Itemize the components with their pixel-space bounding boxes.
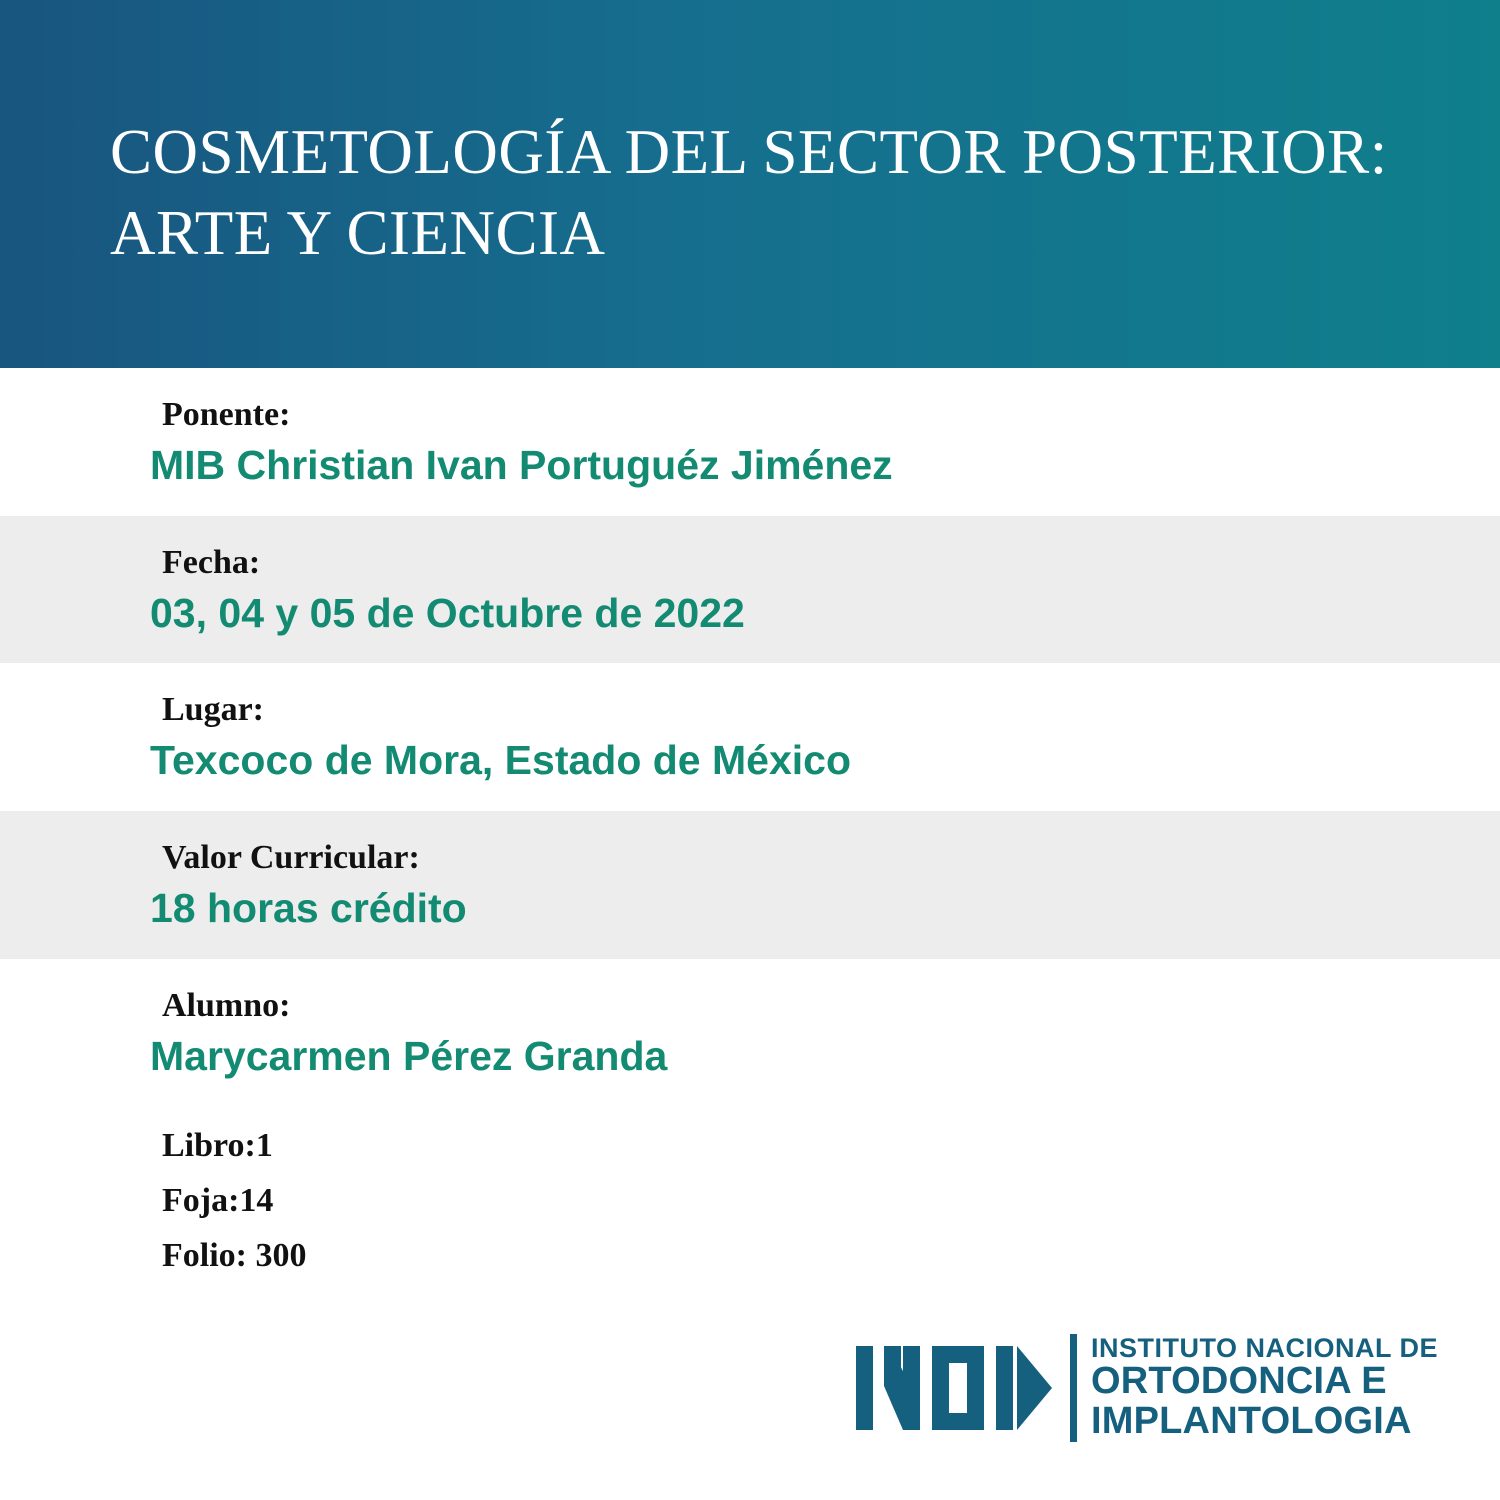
- field-row-alumno: [0, 959, 1500, 1107]
- logo-line-1: INSTITUTO NACIONAL DE: [1090, 1332, 1438, 1363]
- field-value-alumno: Marycarmen Pérez Granda: [150, 1032, 668, 1079]
- field-row-ponente: [0, 368, 1500, 516]
- field-value-fecha: 03, 04 y 05 de Octubre de 2022: [150, 589, 745, 636]
- inoi-logo-icon: [854, 1342, 1054, 1434]
- field-row-valor-curricular: [0, 811, 1500, 959]
- registry-libro: Libro:1: [162, 1127, 273, 1164]
- institution-logo: [854, 1334, 1438, 1442]
- page-title: COSMETOLOGÍA DEL SECTOR POSTERIOR: ARTE Y CIENCIA: [110, 117, 1388, 268]
- field-label-ponente: Ponente:: [162, 396, 291, 433]
- field-label-lugar: Lugar:: [162, 691, 264, 729]
- registry-foja: Foja:14: [162, 1182, 274, 1220]
- fields-list: [0, 368, 1500, 1106]
- field-label-alumno: Alumno:: [162, 986, 291, 1024]
- registry-block: [162, 1118, 306, 1283]
- logo-wordmark: [1070, 1334, 1438, 1442]
- field-row-fecha: [0, 516, 1500, 664]
- field-label-fecha: Fecha:: [162, 543, 261, 581]
- logo-line-3: IMPLANTOLOGIA: [1090, 1400, 1412, 1443]
- field-row-lugar: [0, 663, 1500, 811]
- header-banner: [0, 0, 1500, 368]
- registry-folio: Folio: 300: [162, 1237, 307, 1275]
- field-value-valor-curricular: 18 horas crédito: [150, 884, 467, 931]
- field-value-ponente: MIB Christian Ivan Portuguéz Jiménez: [150, 442, 893, 489]
- logo-line-2: ORTODONCIA E: [1090, 1360, 1387, 1403]
- field-value-lugar: Texcoco de Mora, Estado de México: [150, 737, 851, 784]
- field-label-valor-curricular: Valor Curricular:: [162, 838, 420, 876]
